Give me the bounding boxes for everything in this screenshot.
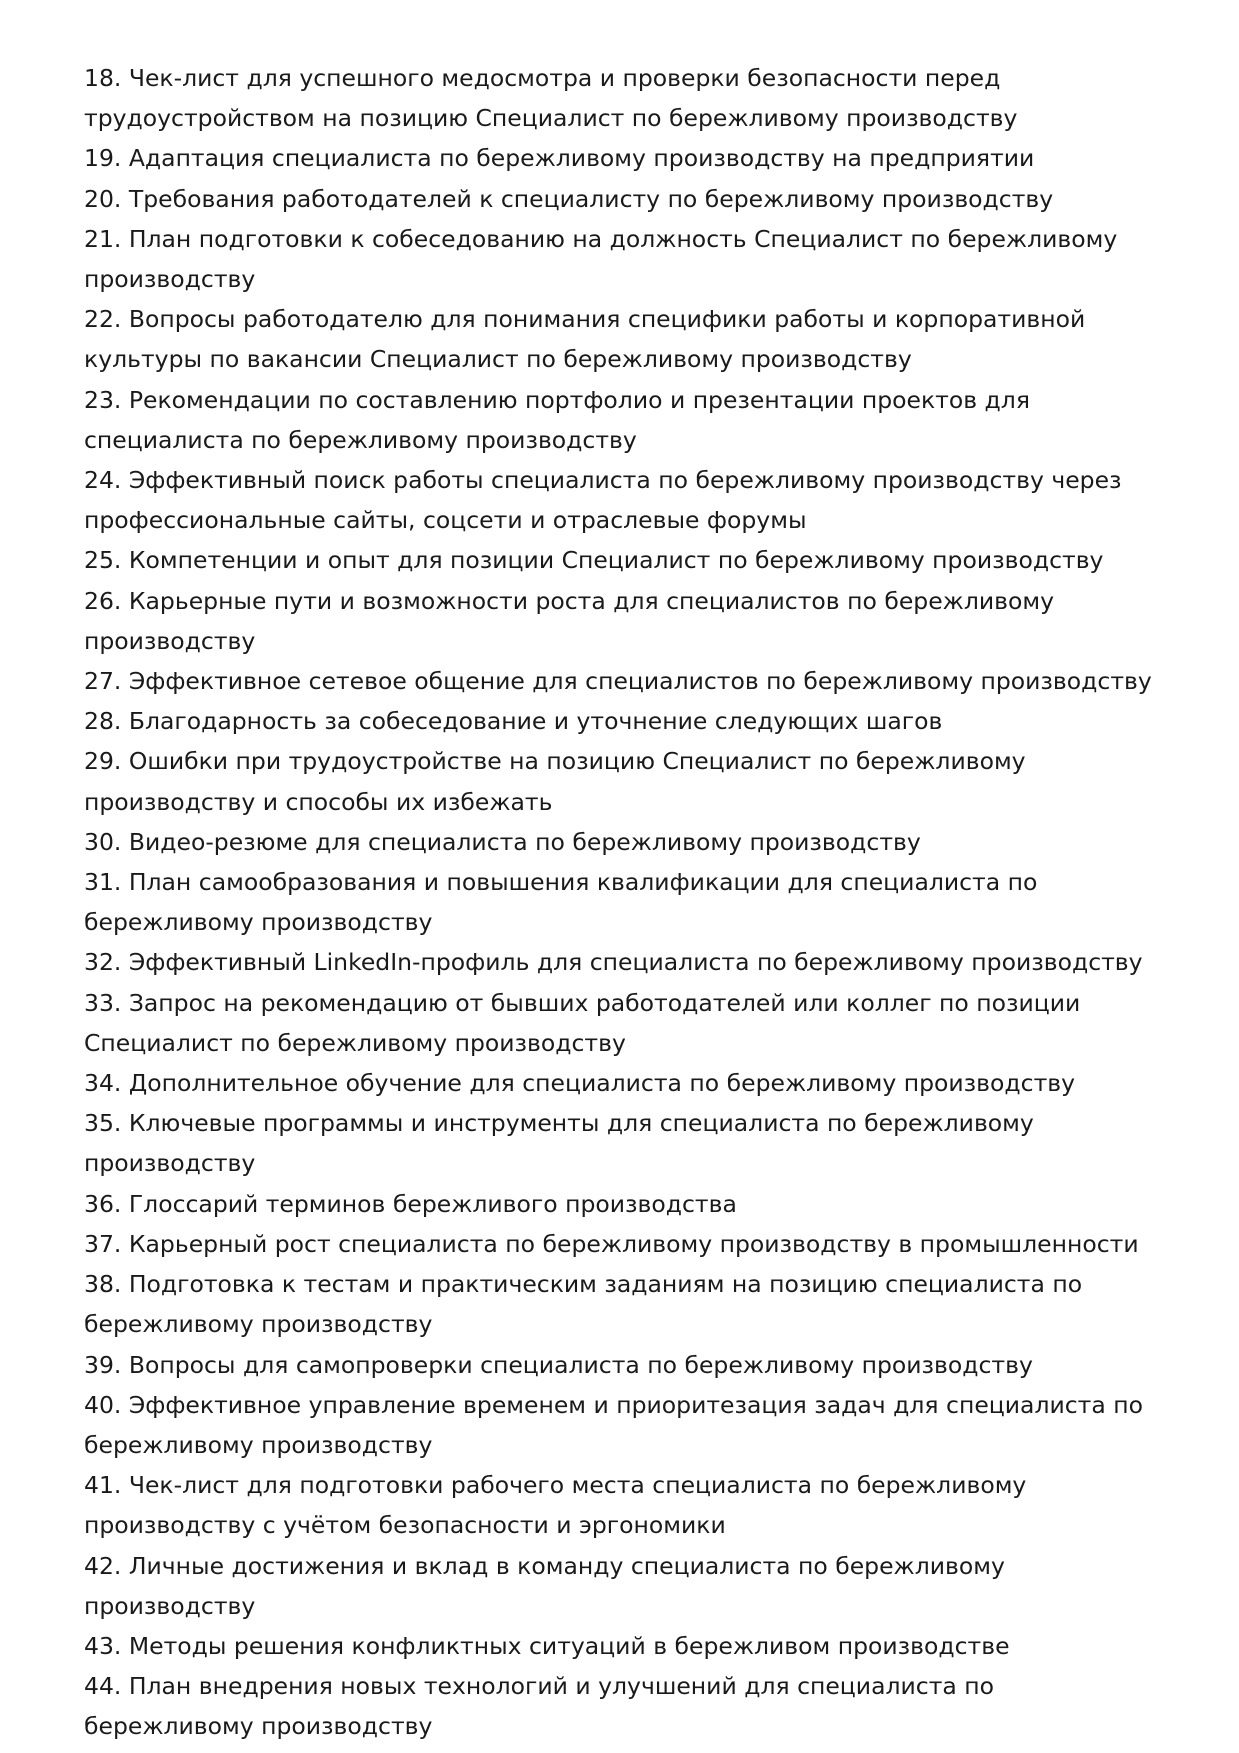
list-item: 35. Ключевые программы и инструменты для специалиста по бережливому производству <box>84 1109 1034 1178</box>
list-item: 31. План самообразования и повышения квалификации для специалиста по бережливому производству <box>84 868 1038 937</box>
list-item: 26. Карьерные пути и возможности роста для специалистов по бережливому производству <box>84 586 1054 655</box>
list-item: 18. Чек-лист для успешного медосмотра и проверки безопасности перед трудоустройством на позицию Специалист по бережливому производству <box>84 64 1018 133</box>
list-item: 39. Вопросы для самопроверки специалиста по бережливому производству <box>84 1350 1033 1379</box>
list-item: 23. Рекомендации по составлению портфолио и презентации проектов для специалиста по бережливому производству <box>84 385 1030 454</box>
list-item: 20. Требования работодателей к специалисту по бережливому производству <box>84 184 1054 213</box>
list-item: 25. Компетенции и опыт для позиции Специалист по бережливому производству <box>84 546 1104 575</box>
list-item: 24. Эффективный поиск работы специалиста по бережливому производству через профессиональные сайты, соцсети и отраслевые форумы <box>84 466 1122 535</box>
topic-list <box>84 58 1164 1747</box>
list-item: 34. Дополнительное обучение для специалиста по бережливому производству <box>84 1069 1076 1098</box>
list-item: 33. Запрос на рекомендацию от бывших работодателей или коллег по позиции Специалист по бережливому производству <box>84 988 1081 1057</box>
list-item: 41. Чек-лист для подготовки рабочего места специалиста по бережливому производству с учётом безопасности и эргономики <box>84 1471 1027 1540</box>
list-item: 38. Подготовка к тестам и практическим заданиям на позицию специалиста по бережливому производству <box>84 1270 1083 1339</box>
list-item: 27. Эффективное сетевое общение для специалистов по бережливому производству <box>84 667 1152 696</box>
list-item: 36. Глоссарий терминов бережливого производства <box>84 1189 737 1218</box>
list-item: 32. Эффективный LinkedIn-профиль для специалиста по бережливому производству <box>84 948 1143 977</box>
list-item: 28. Благодарность за собеседование и уточнение следующих шагов <box>84 707 943 736</box>
list-item: 40. Эффективное управление временем и приоритезация задач для специалиста по бережливому производству <box>84 1390 1143 1459</box>
list-item: 44. План внедрения новых технологий и улучшений для специалиста по бережливому производству <box>84 1672 994 1741</box>
list-item: 43. Методы решения конфликтных ситуаций в бережливом производстве <box>84 1631 1010 1660</box>
list-item: 22. Вопросы работодателю для понимания специфики работы и корпоративной культуры по вакансии Специалист по бережливому производству <box>84 305 1086 374</box>
list-item: 29. Ошибки при трудоустройстве на позицию Специалист по бережливому производству и способы их избежать <box>84 747 1026 816</box>
list-item: 19. Адаптация специалиста по бережливому производству на предприятии <box>84 144 1035 173</box>
list-item: 21. План подготовки к собеседованию на должность Специалист по бережливому производству <box>84 224 1118 294</box>
list-item: 42. Личные достижения и вклад в команду специалиста по бережливому производству <box>84 1551 1005 1620</box>
list-item: 37. Карьерный рост специалиста по бережливому производству в промышленности <box>84 1229 1139 1258</box>
list-item: 30. Видео-резюме для специалиста по бережливому производству <box>84 827 921 856</box>
document-page <box>84 58 1164 1747</box>
